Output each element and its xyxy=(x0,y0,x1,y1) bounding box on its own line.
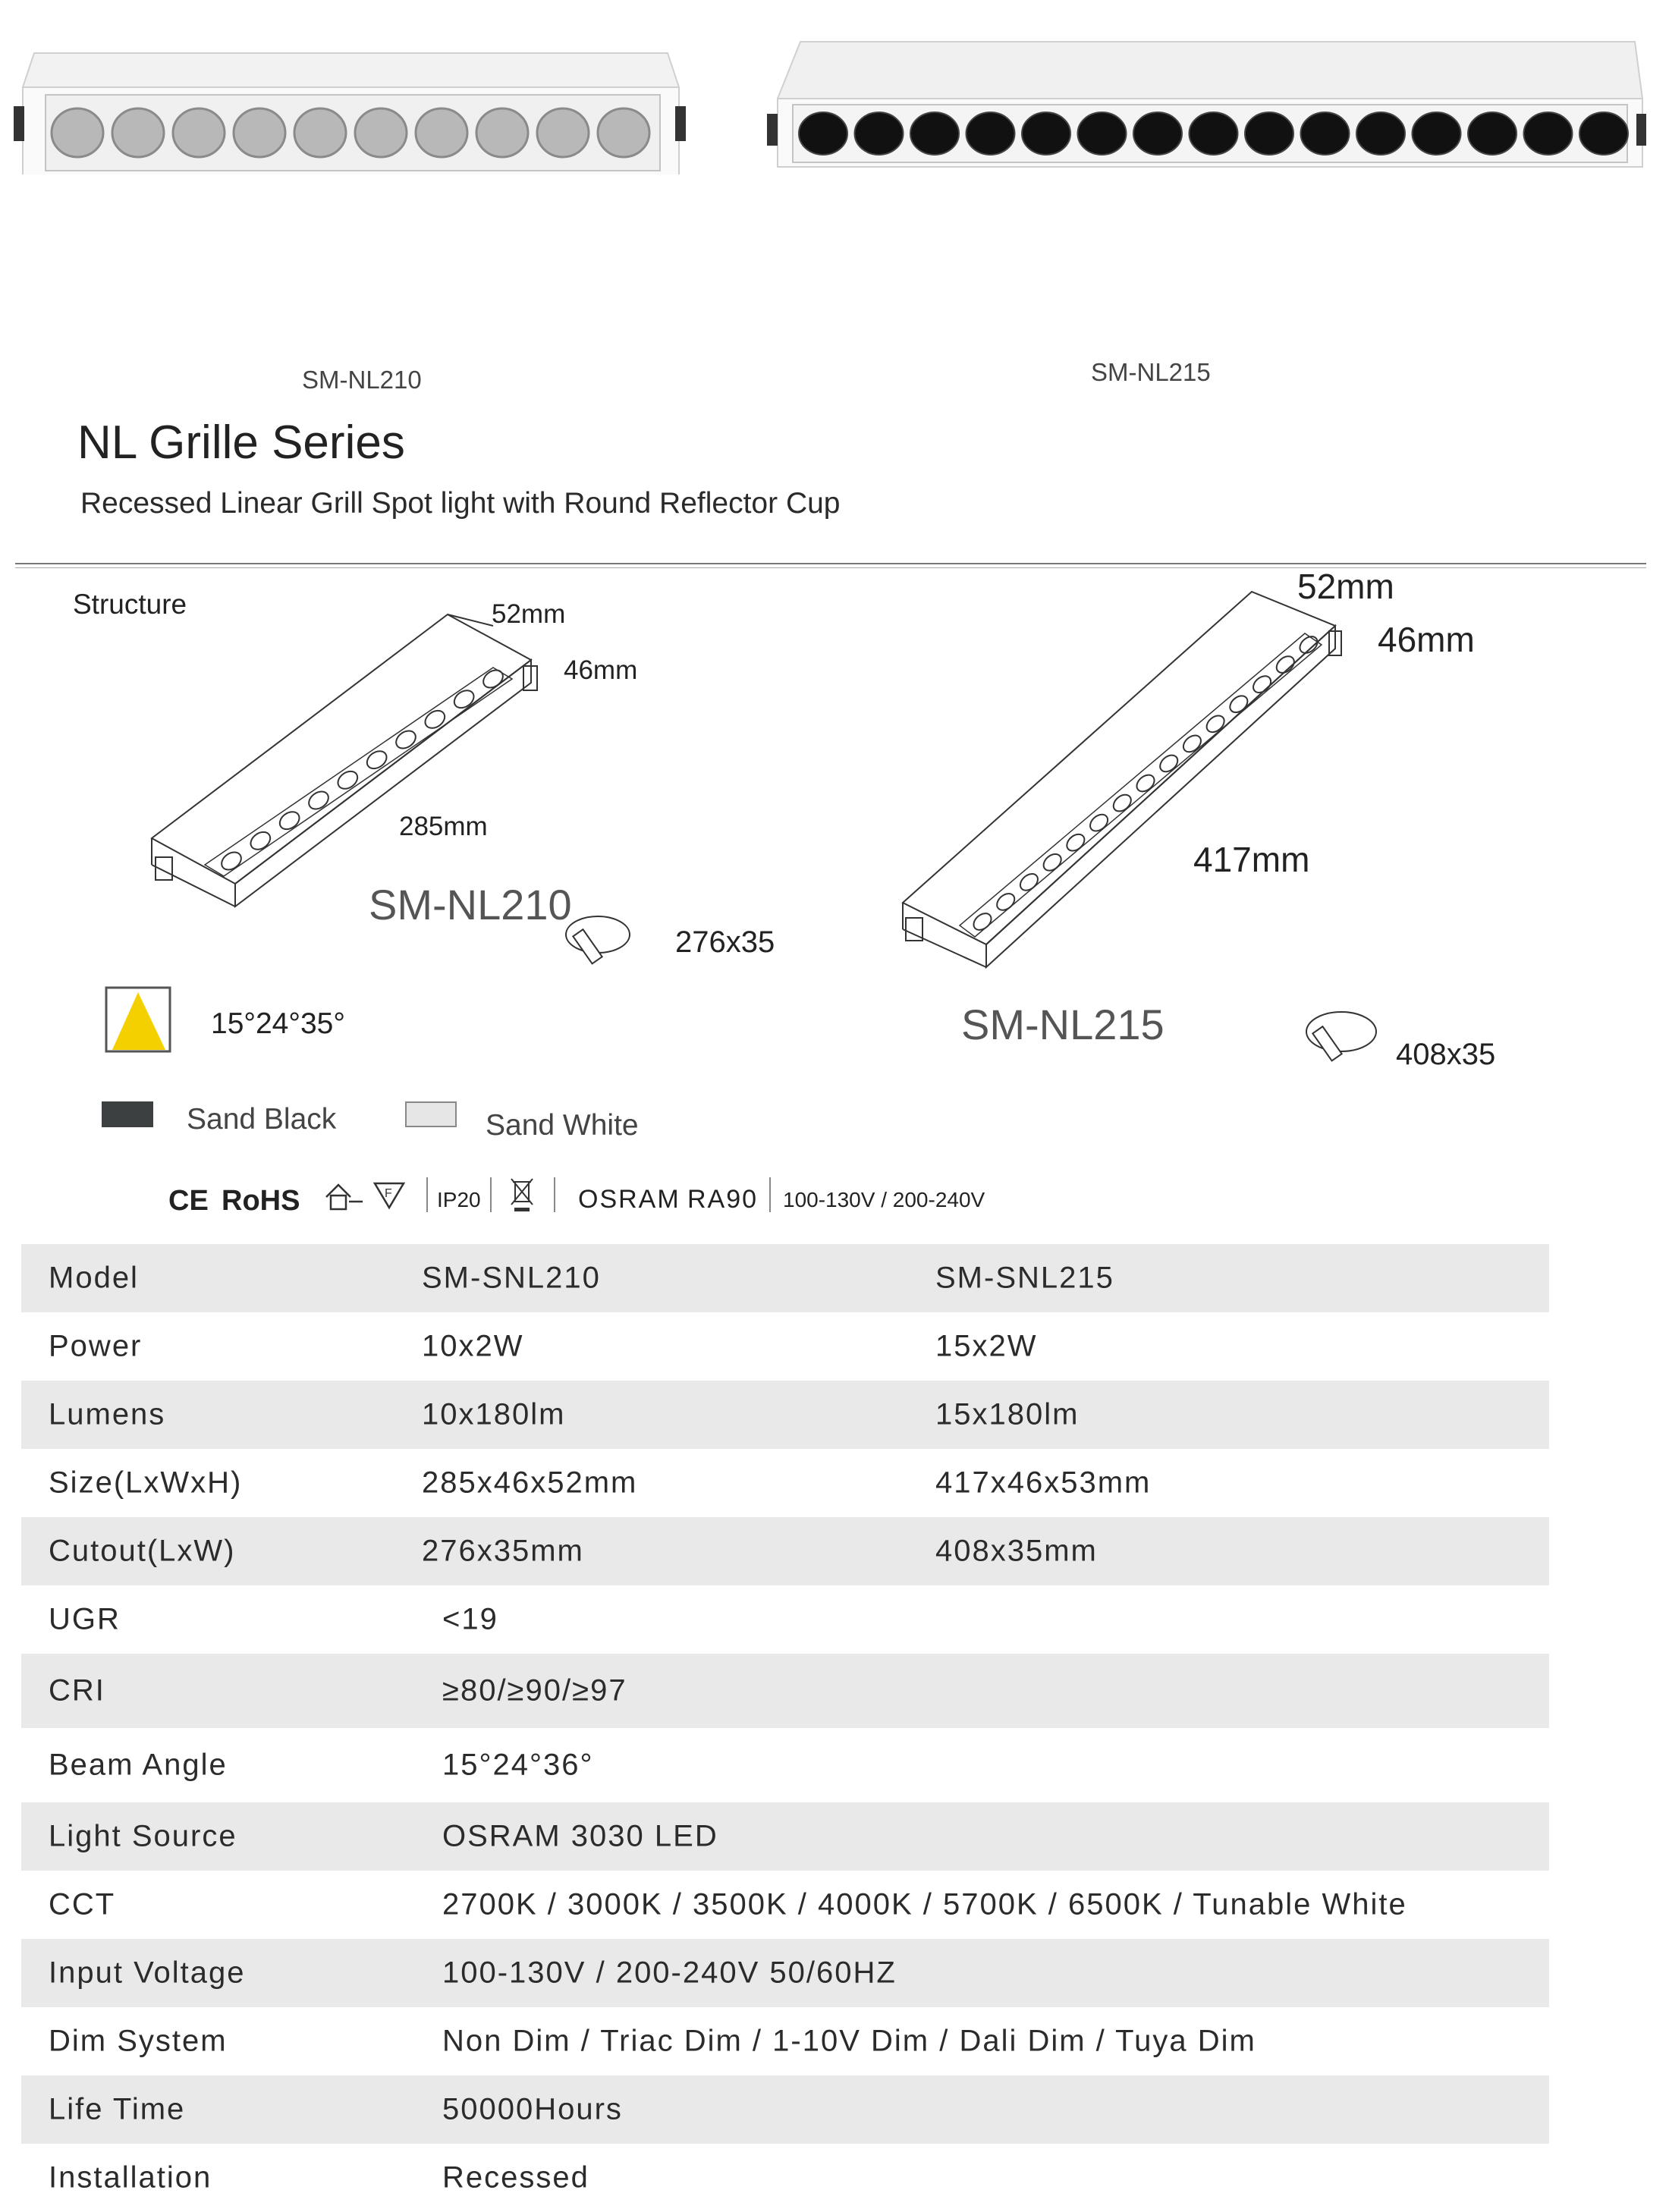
spec-label: Dim System xyxy=(49,2024,228,2058)
spec-label: Installation xyxy=(49,2160,212,2195)
finish-label-sand-white: Sand White xyxy=(486,1109,639,1142)
spec-row xyxy=(21,1381,1549,1449)
spec-value: OSRAM 3030 LED xyxy=(442,1819,718,1853)
reflector-cup xyxy=(476,108,528,157)
ce-mark: CE xyxy=(168,1185,209,1217)
reflector-cup xyxy=(52,108,103,157)
reflector-cup xyxy=(1078,112,1127,155)
reflector-cup xyxy=(112,108,164,157)
structure-drawing-sm-nl215 xyxy=(895,584,1366,971)
reflector-cup xyxy=(967,112,1015,155)
cutout-size: 408x35 xyxy=(1396,1038,1496,1071)
reflector-cup xyxy=(1356,112,1405,155)
reflector-hole xyxy=(247,828,273,853)
spec-value: SM-SNL210 xyxy=(422,1261,601,1295)
spec-value: 10x2W xyxy=(422,1329,524,1363)
cutout-icon xyxy=(561,910,637,971)
spec-value: 285x46x52mm xyxy=(422,1466,638,1500)
spec-row xyxy=(21,2007,1549,2075)
dimension-height: 46mm xyxy=(564,655,638,685)
reflector-cup xyxy=(799,112,847,155)
spec-row xyxy=(21,1802,1549,1871)
reflector-cup xyxy=(355,108,407,157)
reflector-cup xyxy=(173,108,225,157)
spec-table xyxy=(21,1244,1549,2212)
spec-row xyxy=(21,2075,1549,2144)
reflector-cup xyxy=(1190,112,1238,155)
spec-value: Recessed xyxy=(442,2160,589,2195)
finish-label-sand-black: Sand Black xyxy=(187,1103,337,1136)
svg-text:F: F xyxy=(385,1187,392,1200)
beam-angle-text: 15°24°35° xyxy=(211,1007,345,1040)
spec-label: Size(LxWxH) xyxy=(49,1466,243,1500)
spec-row xyxy=(21,1244,1549,1312)
spec-label: UGR xyxy=(49,1602,121,1636)
spec-value: 276x35mm xyxy=(422,1534,584,1568)
spec-value: 2700K / 3000K / 3500K / 4000K / 5700K / 6500K / Tunable White xyxy=(442,1887,1407,1921)
divider xyxy=(554,1177,555,1212)
spec-row xyxy=(21,1312,1549,1381)
product-caption-sm-nl215: SM-NL215 xyxy=(1091,358,1211,386)
reflector-cup xyxy=(537,108,589,157)
reflector-hole xyxy=(335,768,360,792)
reflector-cup xyxy=(1022,112,1070,155)
reflector-hole xyxy=(422,707,448,731)
spec-value: ≥80/≥90/≥97 xyxy=(442,1673,627,1708)
page-title: NL Grille Series xyxy=(77,416,405,469)
voltage-mark: 100-130V / 200-240V xyxy=(783,1188,985,1211)
beam-angle-icon xyxy=(105,986,173,1054)
reflector-cup xyxy=(294,108,346,157)
spec-value: 100-130V / 200-240V 50/60HZ xyxy=(442,1956,897,1990)
class-ii-icon xyxy=(322,1180,367,1214)
reflector-cup xyxy=(1301,112,1350,155)
product-photo-sm-nl210 xyxy=(8,23,690,174)
ra-rating: RA90 xyxy=(687,1185,759,1214)
spec-value: 10x180lm xyxy=(422,1397,566,1431)
spec-row xyxy=(21,1517,1549,1585)
reflector-cup xyxy=(1524,112,1573,155)
spec-value: 50000Hours xyxy=(442,2092,623,2126)
reflector-cup xyxy=(1468,112,1517,155)
spec-label: CCT xyxy=(49,1887,116,1921)
dimension-length: 417mm xyxy=(1193,840,1310,879)
dimension-width: 52mm xyxy=(492,599,566,629)
product-caption-sm-nl210: SM-NL210 xyxy=(302,366,422,394)
divider xyxy=(490,1177,492,1212)
spec-value: 15°24°36° xyxy=(442,1748,594,1782)
reflector-cup xyxy=(1245,112,1293,155)
osram-mark: OSRAM xyxy=(578,1185,680,1214)
spec-label: Power xyxy=(49,1329,143,1363)
reflector-hole xyxy=(451,687,476,711)
ip-rating: IP20 xyxy=(437,1188,481,1211)
reflector-cup xyxy=(598,108,649,157)
spec-value: Non Dim / Triac Dim / 1-10V Dim / Dali Dim / Tuya Dim xyxy=(442,2024,1256,2058)
reflector-cup xyxy=(855,112,904,155)
reflector-hole xyxy=(306,788,332,812)
spec-row xyxy=(21,1871,1549,1939)
spec-value: SM-SNL215 xyxy=(935,1261,1114,1295)
reflector-cup xyxy=(1413,112,1461,155)
cutout-size: 276x35 xyxy=(675,925,775,959)
spec-label: Input Voltage xyxy=(49,1956,246,1990)
weee-bin-icon xyxy=(508,1176,536,1212)
spec-row xyxy=(21,1728,1549,1802)
spec-value: 15x180lm xyxy=(935,1397,1080,1431)
spec-row xyxy=(21,2144,1549,2212)
spec-row xyxy=(21,1939,1549,2007)
structure-label: Structure xyxy=(73,589,187,620)
product-photo-sm-nl215 xyxy=(762,38,1646,174)
reflector-hole xyxy=(363,747,389,771)
reflector-cup xyxy=(1133,112,1182,155)
rohs-mark: RoHS xyxy=(222,1185,300,1217)
spec-value: 15x2W xyxy=(935,1329,1038,1363)
spec-value: 408x35mm xyxy=(935,1534,1098,1568)
spec-row xyxy=(21,1585,1549,1654)
f-mark-icon xyxy=(372,1180,407,1211)
dimension-height: 46mm xyxy=(1378,620,1475,659)
spec-value: 417x46x53mm xyxy=(935,1466,1152,1500)
dimension-length: 285mm xyxy=(399,812,488,841)
spec-label: Light Source xyxy=(49,1819,237,1853)
structure-model-label: SM-NL210 xyxy=(369,881,572,928)
spec-label: Cutout(LxW) xyxy=(49,1534,236,1568)
spec-row xyxy=(21,1654,1549,1728)
spec-label: Model xyxy=(49,1261,139,1295)
divider xyxy=(15,567,1646,568)
reflector-cup xyxy=(1579,112,1628,155)
finish-swatch-sand-white xyxy=(405,1101,457,1127)
finish-swatch-sand-black xyxy=(102,1101,153,1127)
spec-value: <19 xyxy=(442,1602,498,1636)
reflector-cup xyxy=(234,108,285,157)
divider xyxy=(426,1177,428,1212)
spec-label: Beam Angle xyxy=(49,1748,228,1782)
structure-model-label: SM-NL215 xyxy=(961,1001,1165,1048)
reflector-cup xyxy=(416,108,467,157)
reflector-hole xyxy=(480,667,506,691)
cutout-icon xyxy=(1299,1007,1382,1068)
divider xyxy=(769,1177,771,1212)
spec-label: Life Time xyxy=(49,2092,186,2126)
page-subtitle: Recessed Linear Grill Spot light with Round Reflector Cup xyxy=(80,487,841,520)
spec-label: Lumens xyxy=(49,1397,166,1431)
reflector-hole xyxy=(276,808,302,832)
dimension-width: 52mm xyxy=(1297,567,1394,606)
divider xyxy=(15,563,1646,564)
reflector-cup xyxy=(910,112,959,155)
spec-label: CRI xyxy=(49,1673,105,1708)
spec-row xyxy=(21,1449,1549,1517)
